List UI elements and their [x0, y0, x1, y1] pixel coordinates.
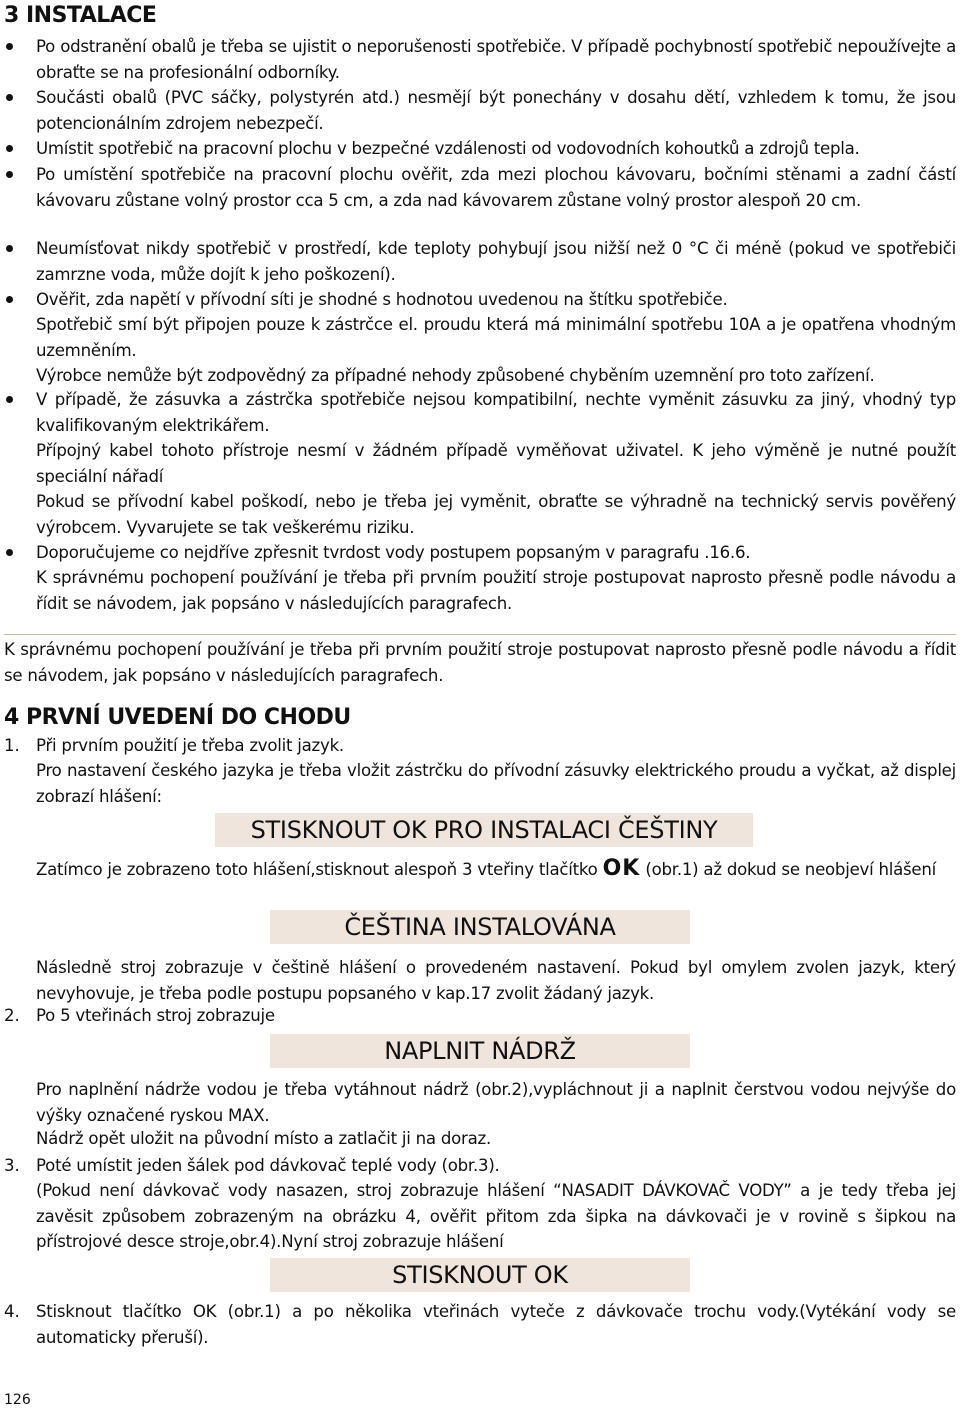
bullet-marker — [6, 94, 13, 101]
section-divider — [4, 634, 956, 635]
bullet-temperature: Neumísťovat nikdy spotřebič v prostředí, kde teploty pohybují jsou nižší než 0 °C či méně (pokud ve spotřebiči zamrzne voda, může dojít k jeho poškození). — [36, 239, 956, 284]
intro-paragraph: K správnému pochopení používání je třeba při prvním použití stroje postupovat naprosto přesně podle návodu a řídit se návodem, jak popsáno v následujících paragrafech. — [4, 640, 956, 685]
step-4-text: Stisknout tlačítko OK (obr.1) a po několika vteřinách vyteče z dávkovače trochu vody.(Vytékání vody se automaticky přeruší). — [36, 1302, 956, 1347]
ok-button-symbol: OK — [602, 856, 641, 881]
bullet-marker — [6, 245, 13, 252]
step-2-paragraph-2: Pro naplnění nádrže vodou je třeba vytáhnout nádrž (obr.2),vypláchnout ji a naplnit čerstvou vodou nejvýše do výšky označené ryskou MAX. — [36, 1080, 956, 1125]
voltage-paragraph-2: Spotřebič smí být připojen pouze k zástrčce el. proudu která má minimální spotřebu 10A a je opatřena vhodným uzemněním. — [36, 315, 956, 360]
bullet-marker — [6, 145, 13, 152]
step-number: 2. — [4, 1006, 20, 1025]
display-message-box: ČEŠTINA INSTALOVÁNA — [270, 910, 690, 944]
voltage-paragraph-3: Výrobce nemůže být zodpovědný za případné nehody způsobené chyběním uzemnění pro toto zařízení. — [36, 366, 875, 385]
section-3-title: 3 INSTALACE — [4, 3, 157, 28]
bullet-marker — [6, 171, 13, 178]
bullet-marker — [6, 43, 13, 50]
step-number: 3. — [4, 1156, 20, 1175]
page-number: 126 — [4, 1392, 31, 1408]
step-number: 4. — [4, 1302, 20, 1321]
step-1-text: Při prvním použití je třeba zvolit jazyk. — [36, 736, 344, 755]
bullet-voltage: Ověřit, zda napětí v přívodní síti je shodné s hodnotou uvedenou na štítku spotřebiče. — [36, 290, 728, 309]
bullet-clearance: Po umístění spotřebiče na pracovní plochu ověřit, zda mezi plochou kávovaru, bočními stěnami a zadní částí kávovaru zůstane volný prostor cca 5 cm, a zda nad kávovarem zůstane volný prostor alespoň 20 cm. — [36, 165, 956, 210]
bullet-unpacking: Po odstranění obalů je třeba se ujistit o neporušenosti spotřebiče. V případě pochybností spotřebič nepoužívejte a obraťte se na profesionální odborníky. — [36, 37, 956, 82]
water-hardness-paragraph-2: K správnému pochopení používání je třeba při prvním použití stroje postupovat naprosto přesně podle návodu a řídit se návodem, jak popsáno v následujících paragrafech. — [36, 568, 956, 613]
bullet-marker — [6, 296, 13, 303]
socket-paragraph-2: Přípojný kabel tohoto přístroje nesmí v žádném případě vyměňovat uživatel. K jeho výměně je nutné použít speciální nářadí — [36, 441, 956, 486]
bullet-water-hardness: Doporučujeme co nejdříve zpřesnit tvrdost vody postupem popsaným v paragrafu .16.6. — [36, 543, 751, 562]
bullet-marker — [6, 549, 13, 556]
bullet-placement: Umístit spotřebič na pracovní plochu v bezpečné vzdálenosti od vodovodních kohoutků a zdrojů tepla. — [36, 139, 860, 158]
step-1-paragraph-4: Následně stroj zobrazuje v češtině hlášení o provedeném nastavení. Pokud byl omylem zvolen jazyk, který nevyhovuje, je třeba podle postupu popsaného v kap.17 zvolit žádaný jazyk. — [36, 958, 956, 1003]
step-3-paragraph-2: (Pokud není dávkovač vody nasazen, stroj zobrazuje hlášení “NASADIT DÁVKOVAČ VODY” a je tedy třeba jej zavěsit způsobem zobrazeným na obrázku 4, ověřit přitom zda šipka na dávkovači je v rovině s šipkou na přístrojové desce stroje,obr.4).Nyní stroj zobrazuje hlášení — [36, 1181, 956, 1252]
bullet-marker — [6, 396, 13, 403]
step-1-paragraph-2: Pro nastavení českého jazyka je třeba vložit zástrčku do přívodní zásuvky elektrického proudu a vyčkat, až displej zobrazí hlášení: — [36, 761, 956, 806]
step-1-paragraph-3-start: Zatímco je zobrazeno toto hlášení,stisknout alespoň 3 vteřiny tlačítko — [36, 860, 598, 879]
step-number: 1. — [4, 736, 20, 755]
step-2-paragraph-3: Nádrž opět uložit na původní místo a zatlačit ji na doraz. — [36, 1129, 491, 1148]
socket-paragraph-3: Pokud se přívodní kabel poškodí, nebo je třeba jej vyměnit, obraťte se výhradně na technický servis pověřený výrobcem. Vyvarujete se tak veškerému riziku. — [36, 492, 956, 537]
step-1-paragraph-3 — [36, 856, 956, 883]
step-1-paragraph-3-end: (obr.1) až dokud se neobjeví hlášení — [645, 860, 937, 879]
bullet-socket: V případě, že zásuvka a zástrčka spotřebiče nejsou kompatibilní, nechte vyměnit zásuvku za jiný, vhodný typ kvalifikovaným elektrikářem. — [36, 390, 956, 435]
section-4-title: 4 PRVNÍ UVEDENÍ DO CHODU — [4, 705, 351, 730]
display-message-box: NAPLNIT NÁDRŽ — [270, 1034, 690, 1068]
step-3-text: Poté umístit jeden šálek pod dávkovač teplé vody (obr.3). — [36, 1156, 500, 1175]
display-message-box: STISKNOUT OK PRO INSTALACI ČEŠTINY — [215, 813, 753, 847]
bullet-packaging: Součásti obalů (PVC sáčky, polystyrén atd.) nesmějí být ponechány v dosahu dětí, vzhledem k tomu, že jsou potencionálním zdrojem nebezpečí. — [36, 88, 956, 133]
step-2-text: Po 5 vteřinách stroj zobrazuje — [36, 1006, 275, 1025]
display-message-box: STISKNOUT OK — [270, 1258, 690, 1292]
